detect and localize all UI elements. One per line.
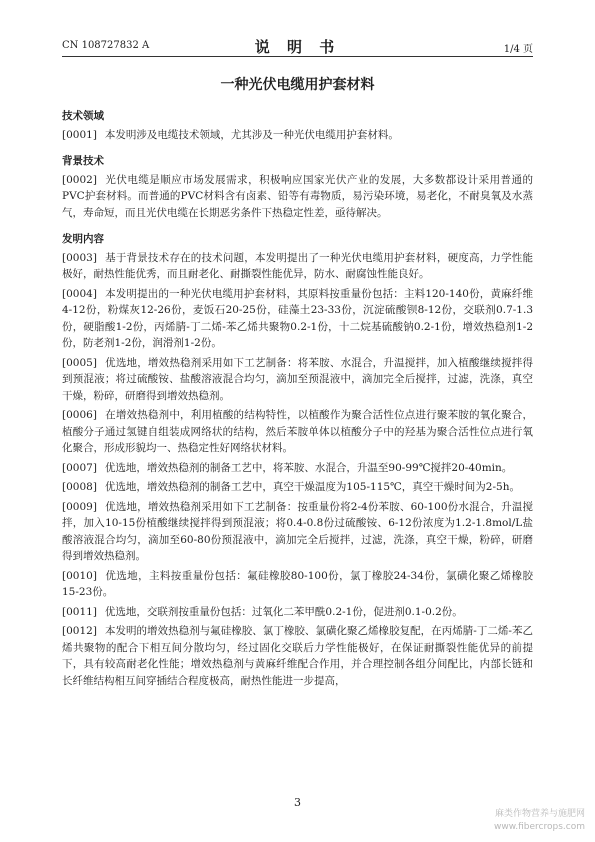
paragraph-number: [0002] — [62, 173, 97, 186]
paragraph-text: 在增效热稳剂中，利用植酸的结构特性，以植酸作为聚合活性位点进行聚苯胺的氧化聚合，植酸分子通过氢键自组装成网络状的结构，然后苯胺单体以植酸分子中的羟基为聚合活性位点进行氧化聚合，形成形貌均一、热稳定性好网络状材料。 — [62, 409, 533, 454]
paragraph-text: 优选地，增效热稳剂采用如下工艺制备：将苯胺、水混合，升温搅拌，加入植酸继续搅拌得到预混液；将过硫酸铵、盐酸溶液混合均匀，滴加至预混液中，滴加完全后搅拌，过滤，洗涤，真空干燥，粉碎，研磨得到增效热稳剂。 — [62, 356, 533, 402]
paragraph-text: 基于背景技术存在的技术问题，本发明提出了一种光伏电缆用护套材料，硬度高，力学性能极好，耐热性能优秀，而且耐老化、耐撕裂性能优异，防水、耐腐蚀性能良好。 — [62, 251, 533, 280]
paragraph-text: 本发明的增效热稳剂与氟硅橡胶、氯丁橡胶、氯磺化聚乙烯橡胶复配，在丙烯腈-丁二烯-苯乙烯共聚物的配合下相互间分散均匀，经过固化交联后力学性能极好，在保证耐撕裂性能优异的前提下，具有较高耐老化性能；增效热稳剂与黄麻纤维配合作用，并合理控制各组分间配比，内部长链和长纤维结构相互间穿插结合程度极高，耐热性能进一步提高， — [62, 625, 533, 687]
paragraph-number: [0008] — [62, 481, 97, 493]
paragraph — [62, 250, 533, 283]
paragraph-number: [0006] — [62, 409, 97, 421]
document-title: 一种光伏电缆用护套材料 — [220, 77, 375, 93]
paragraph-text: 本发明提出的一种光伏电缆用护套材料，其原料按重量份包括：主料120-140份，黄麻纤维4-12份，粉煤灰12-26份，麦饭石20-25份，硅藻土23-33份，沉淀硫酸钡8-12份，交联剂0.7-1.3份，硬脂酸1-2份，丙烯腈-丁二烯-苯乙烯共聚物0.2-1份，十二烷基硫酸钠0.2-1份，增效热稳剂1-2份，防老剂1-2份，润滑剂1-2份。 — [62, 287, 533, 349]
paragraph-text: 优选地，主料按重量份包括：氟硅橡胶80-100份，氯丁橡胶24-34份，氯磺化聚乙烯橡胶15-23份。 — [62, 569, 533, 598]
paragraph-number: [0007] — [62, 461, 97, 474]
paragraph-number: [0004] — [62, 287, 97, 300]
paragraph — [62, 568, 533, 601]
section-heading: 背景技术 — [62, 155, 104, 167]
paragraph-text: 本发明涉及电缆技术领域，尤其涉及一种光伏电缆用护套材料。 — [104, 128, 399, 141]
section-heading: 技术领域 — [62, 110, 104, 122]
site-watermark — [445, 808, 585, 834]
paragraph-number: [0009] — [62, 500, 97, 513]
paragraph — [62, 479, 533, 496]
page-header — [62, 34, 533, 57]
paragraph — [62, 127, 533, 144]
watermark-url: www.fibercrops.com — [494, 822, 585, 832]
document-type: 说 明 书 — [254, 38, 341, 56]
page-indicator: 1/4 页 — [503, 44, 533, 55]
paragraph — [62, 172, 533, 222]
publication-number: CN 108727832 A — [62, 40, 150, 51]
page-number: 3 — [294, 796, 301, 809]
paragraph-text: 优选地，增效热稳剂的制备工艺中，真空干燥温度为105-115℃，真空干燥时间为2-5h。 — [104, 481, 520, 493]
paragraph — [62, 623, 533, 689]
paragraph-text: 优选地，增效热稳剂的制备工艺中，将苯胺、水混合，升温至90-99℃搅拌20-40min。 — [104, 461, 513, 474]
paragraph — [62, 604, 533, 621]
paragraph-text: 光伏电缆是顺应市场发展需求，积极响应国家光伏产业的发展，大多数都设计采用普通的PVC护套材料。而普通的PVC材料含有卤素、铅等有毒物质，易污染环境，易老化，不耐臭氧及水蒸气，寿命短，而且光伏电缆在长期恶劣条件下热稳定性差，亟待解决。 — [62, 173, 533, 219]
paragraph — [62, 499, 533, 565]
paragraph-number: [0003] — [62, 251, 97, 264]
section-heading: 发明内容 — [62, 233, 104, 245]
document-body — [62, 108, 533, 692]
paragraph — [62, 355, 533, 405]
paragraph-number: [0012] — [62, 625, 97, 637]
paragraph — [62, 407, 533, 457]
paragraph-number: [0001] — [62, 128, 97, 141]
paragraph-text: 优选地，交联剂按重量份包括：过氧化二苯甲酰0.2-1份，促进剂0.1-0.2份。 — [104, 605, 463, 618]
paragraph — [62, 460, 533, 477]
watermark-name: 麻类作物营养与施肥网 — [494, 809, 585, 819]
paragraph-number: [0011] — [62, 605, 97, 618]
paragraph-text: 优选地，增效热稳剂采用如下工艺制备：按重量份将2-4份苯胺、60-100份水混合，升温搅拌，加入10-15份植酸继续搅拌得到预混液；将0.4-0.8份过硫酸铵、6-12份浓度为1.2-1.8mol/L盐酸溶液混合均匀，滴加至60-80份预混液中，滴加完全后搅拌，过滤，洗涤，真空干燥，粉碎，研磨得到增效热稳剂。 — [62, 500, 533, 562]
paragraph-number: [0010] — [62, 569, 97, 582]
paragraph-number: [0005] — [62, 356, 97, 369]
paragraph — [62, 286, 533, 352]
